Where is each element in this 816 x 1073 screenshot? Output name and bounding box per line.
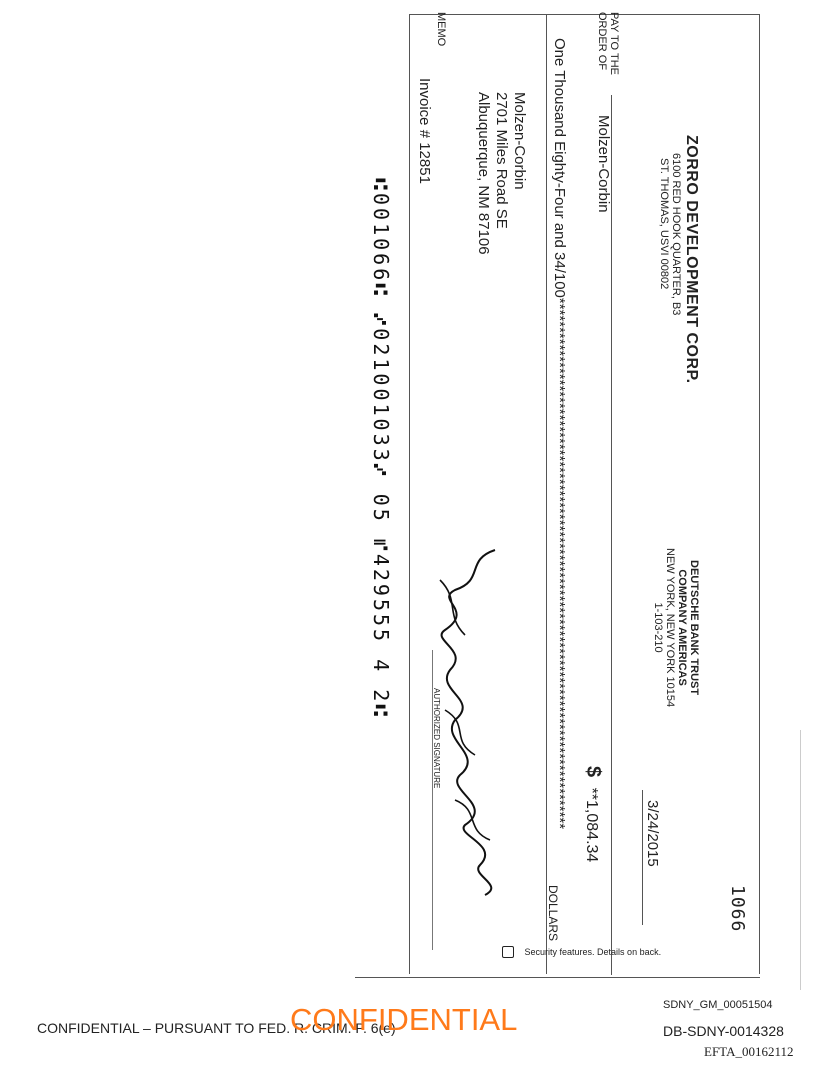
amount-words-line: [546, 14, 547, 974]
confidential-footer: CONFIDENTIAL – PURSUANT TO FED. R. CRIM. P. 6(e): [37, 1020, 396, 1036]
amount-value: **1,084.34: [583, 787, 600, 863]
company-address-1: 6100 RED HOOK QUARTER, B3: [670, 153, 682, 316]
memo-value: Invoice # 12851: [416, 78, 433, 184]
check-number: 1066: [727, 885, 748, 933]
dollars-label: DOLLARS: [546, 885, 560, 942]
payee-name: Molzen-Corbin: [595, 115, 612, 213]
payee-address-line-1: Molzen-Corbin: [511, 92, 528, 190]
dollar-sign: $: [582, 766, 604, 778]
security-note-row: [502, 946, 661, 958]
signature-label: AUTHORIZED SIGNATURE: [432, 688, 441, 789]
bates-number-1: SDNY_GM_00051504: [663, 999, 773, 1011]
pay-to-label-line-1: PAY TO THE: [608, 12, 620, 75]
payee-address-line-3: Albuquerque, NM 87106: [475, 92, 492, 255]
memo-label: MEMO: [435, 12, 447, 47]
bates-number-2: DB-SDNY-0014328: [663, 1023, 784, 1039]
check-right-border: [759, 14, 760, 974]
bank-line-1: DEUTSCHE BANK TRUST: [688, 560, 700, 696]
bates-number-3: EFTA_00162112: [704, 1044, 794, 1059]
payee-address: [474, 92, 528, 255]
bank-line-3: NEW YORK, NEW YORK 10154: [664, 548, 676, 708]
bank-block: [652, 548, 700, 707]
company-block: [658, 135, 700, 384]
pay-to-label-line-2: ORDER OF: [596, 12, 608, 71]
bank-line-4: 1-103-210: [652, 602, 664, 653]
check-bottom-border: [355, 977, 760, 978]
amount-words: One Thousand Eighty-Four and 34/100*******************************************************************************************: [551, 38, 568, 830]
bank-line-2: COMPANY AMERICAS: [676, 569, 688, 686]
company-address-2: ST. THOMAS, USVI 00802: [658, 158, 670, 290]
check-date: 3/24/2015: [644, 800, 661, 867]
company-name: ZORRO DEVELOPMENT CORP.: [683, 135, 700, 384]
date-line: [642, 790, 643, 925]
memo-line: [409, 14, 410, 974]
lock-icon: [502, 946, 514, 958]
amount-block: [581, 766, 604, 862]
scan-edge-mark: [800, 730, 801, 990]
pay-to-label: [596, 12, 620, 75]
payee-address-line-2: 2701 Miles Road SE: [493, 92, 510, 229]
micr-line: ⑆001066⑆ ⑇021001033⑇ 05 ⑈429555 4 2⑆: [369, 178, 393, 720]
security-note: Security features. Details on back.: [524, 947, 662, 957]
check-top-border: [409, 14, 760, 15]
confidential-stamp: CONFIDENTIAL: [290, 1002, 518, 1037]
payee-line: [611, 95, 612, 975]
